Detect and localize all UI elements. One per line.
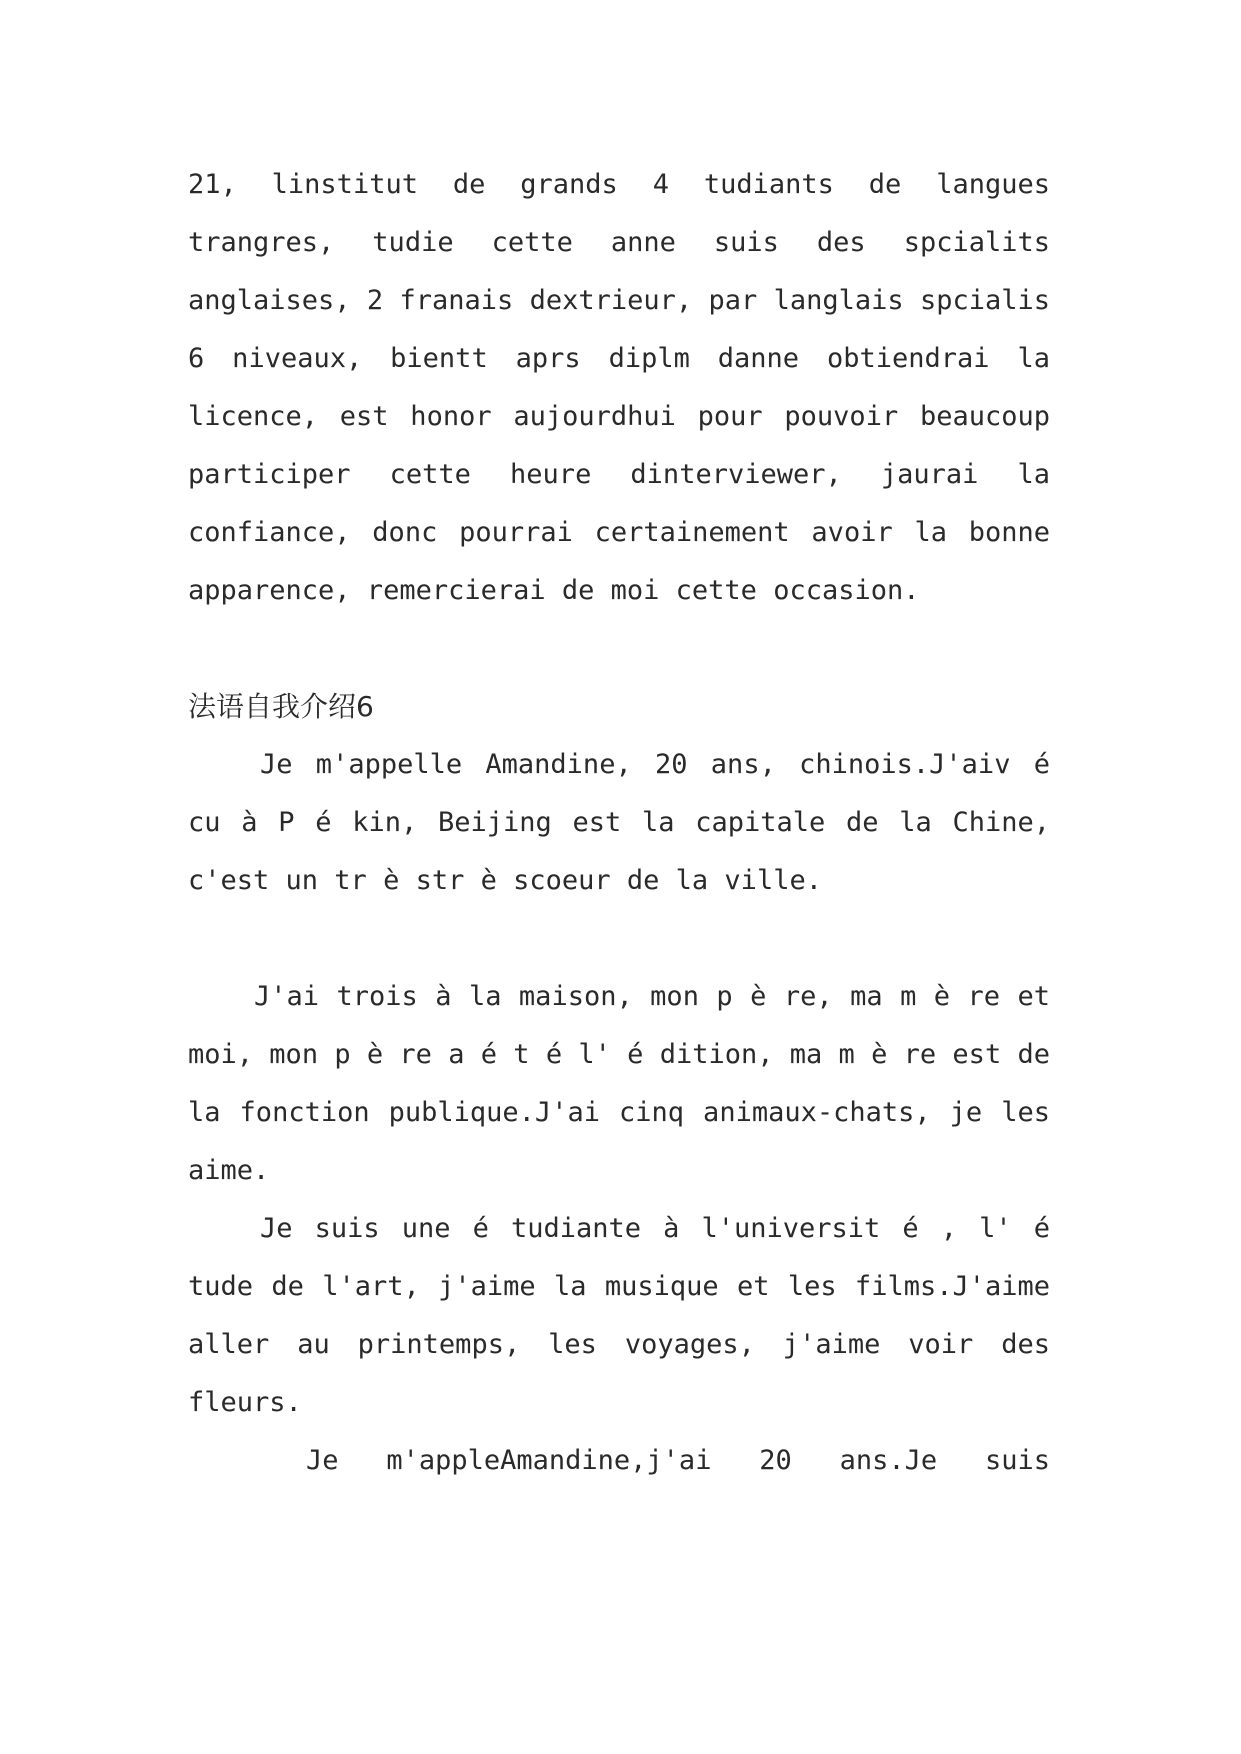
section-spacer: [188, 620, 1050, 678]
section-heading: 法语自我介绍6: [188, 690, 374, 723]
paragraph-family: J'ai trois à la maison, mon p è re, ma m è re et moi, mon p è re a é t é l' é dition, ma m è re est de la fonction publique.J'ai cinq animaux-chats, je les aime.: [188, 981, 1050, 1186]
paragraph-intro-continued: 21, linstitut de grands 4 tudiants de langues trangres, tudie cette anne suis des spcialits anglaises, 2 franais dextrieur, par langlais spcialis 6 niveaux, bientt aprs diplm danne obtiendrai la licence, est honor aujourdhui pour pouvoir beaucoup participer cette heure dinterviewer, jaurai la confiance, donc pourrai certainement avoir la bonne apparence, remercierai de moi cette occasion.: [188, 169, 1050, 606]
paragraph-second-intro: Je m'appleAmandine,j'ai 20 ans.Je suis: [306, 1445, 1050, 1476]
document-body: [188, 156, 1050, 1490]
paragraph-spacer: [188, 910, 1050, 968]
paragraph-studies: Je suis une é tudiante à l'universit é , l' é tude de l'art, j'aime la musique et les films.J'aime aller au printemps, les voyages, j'aime voir des fleurs.: [188, 1213, 1050, 1418]
paragraph-amandine-intro: Je m'appelle Amandine, 20 ans, chinois.J'aiv é cu à P é kin, Beijing est la capitale de la Chine, c'est un tr è str è scoeur de la ville.: [188, 749, 1050, 896]
